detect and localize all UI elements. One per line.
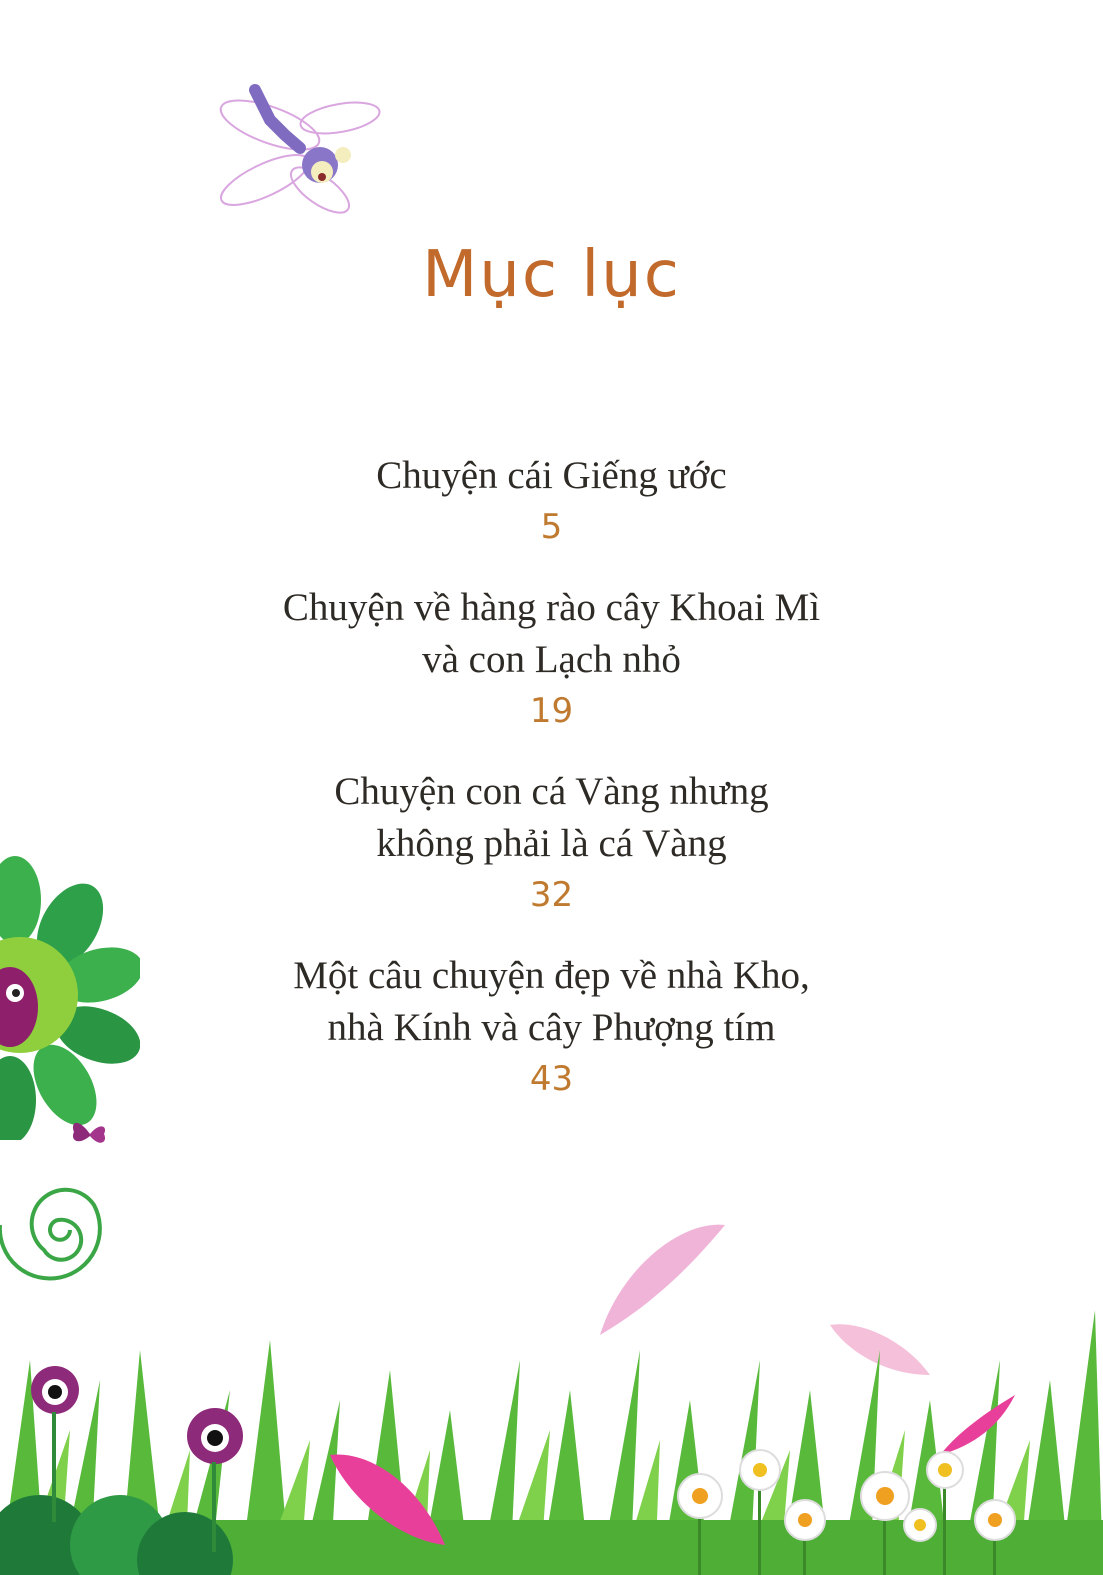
toc-entry[interactable] [200, 950, 903, 1102]
toc-entry-title-line: nhà Kính và cây Phượng tím [327, 1006, 776, 1049]
page-title: Mục lục [422, 238, 681, 312]
toc-entry-title-line: Một câu chuyện đẹp về nhà Kho, [293, 954, 810, 997]
toc-entry-page: 32 [529, 875, 574, 915]
dragonfly-icon [210, 80, 390, 220]
toc-entry-page: 19 [529, 691, 574, 731]
toc-entry-title-line: và con Lạch nhỏ [422, 638, 681, 681]
butterfly-icon [68, 1112, 112, 1156]
toc-entry[interactable] [200, 582, 903, 734]
toc-entry-title [200, 950, 903, 1054]
toc-entry-page: 43 [529, 1059, 574, 1099]
toc-entry-title-line: Chuyện về hàng rào cây Khoai Mì [282, 586, 821, 629]
toc-entry-title-line: Chuyện cái Giếng ước [376, 454, 727, 497]
flower-icon [0, 850, 140, 1140]
toc-entry-title [200, 582, 903, 686]
toc-entry-title-line: không phải là cá Vàng [376, 822, 727, 865]
toc-entry[interactable] [200, 450, 903, 550]
toc-entry-page: 5 [540, 507, 563, 547]
toc-entry-title [200, 450, 903, 502]
petal-icon [600, 1225, 930, 1375]
grass [0, 1200, 1103, 1575]
toc-entry-title-line: Chuyện con cá Vàng nhưng [334, 770, 769, 813]
toc-entry[interactable] [200, 766, 903, 918]
toc-entry-title [200, 766, 903, 870]
table-of-contents [200, 450, 903, 1134]
